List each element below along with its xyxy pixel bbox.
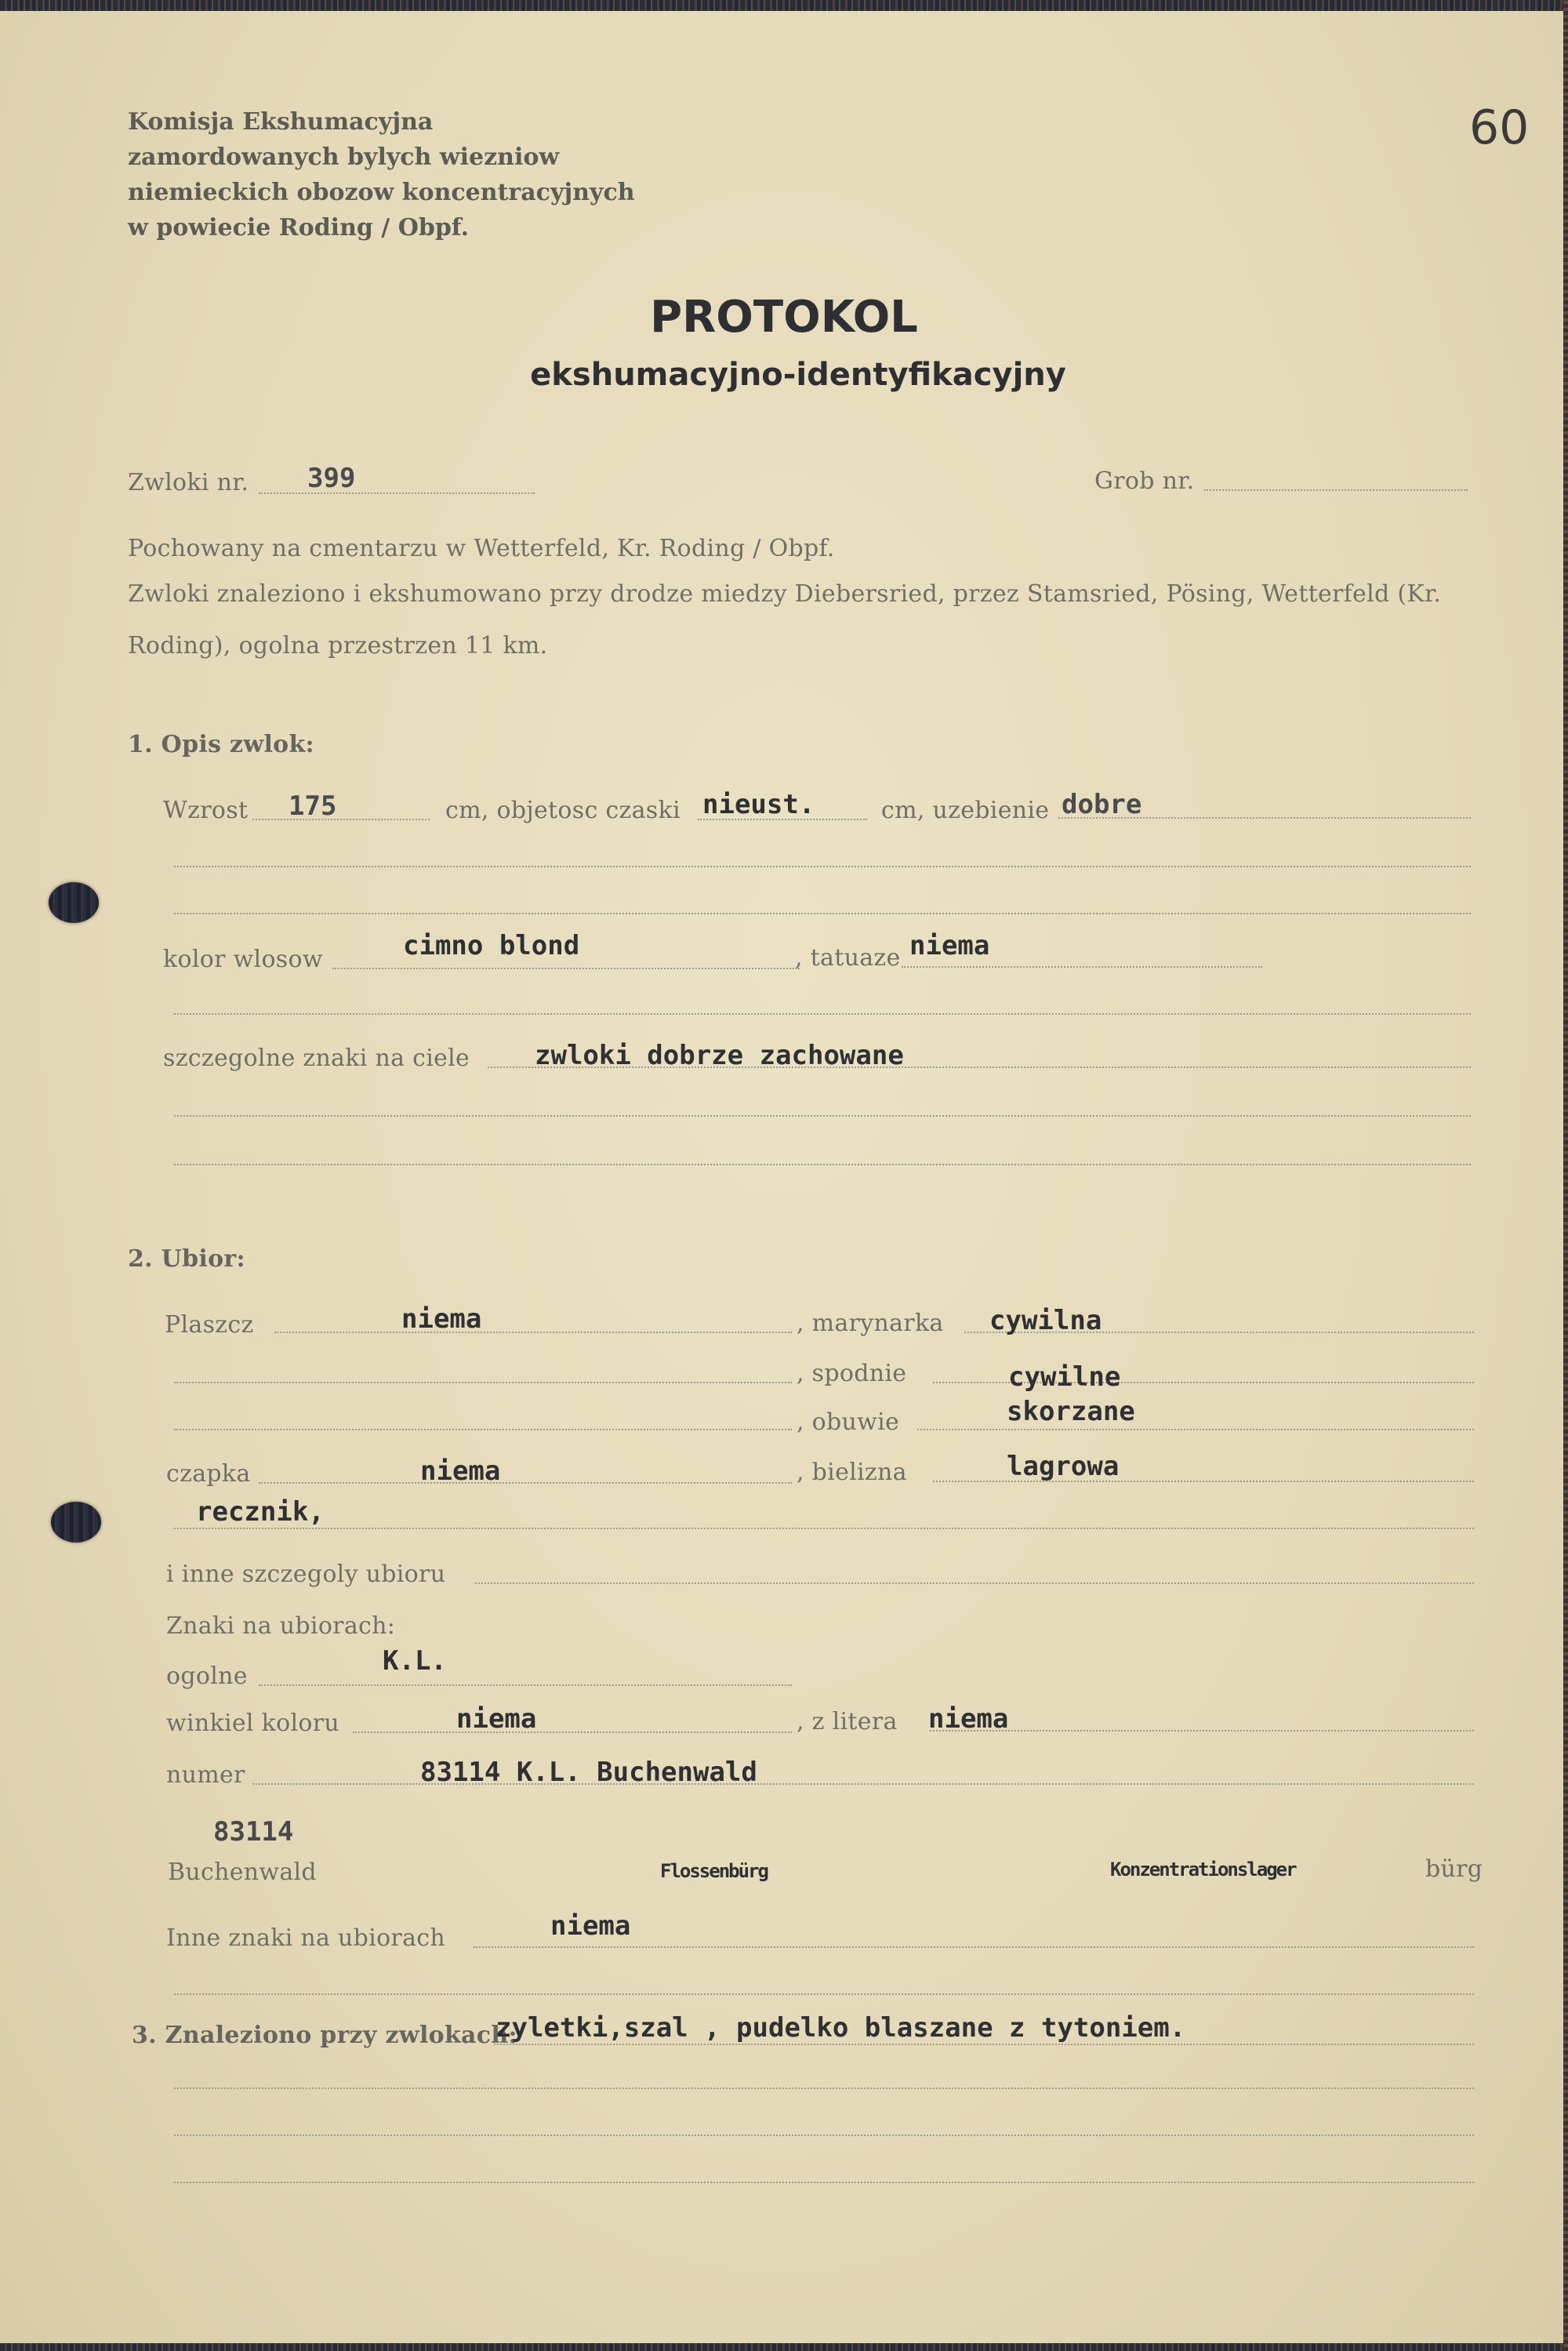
blank-line-10	[174, 2088, 1474, 2089]
header-line-3: niemieckich obozow koncentracyjnych	[128, 179, 635, 206]
wzrost-dotted-line	[252, 819, 430, 820]
page-number: 60	[1469, 100, 1530, 155]
blank-line-2	[174, 913, 1471, 914]
spodnie-label: , spodnie	[797, 1360, 907, 1387]
blank-line-4	[174, 1115, 1471, 1117]
wlosy-label: kolor wlosow	[163, 946, 323, 973]
extra-clothing-value: recznik,	[196, 1496, 325, 1528]
blank-line-3	[174, 1013, 1471, 1015]
prisoner-number-above: 83114	[213, 1816, 294, 1848]
zwloki-label: Zwloki nr.	[128, 469, 249, 496]
wlosy-value: cimno blond	[403, 930, 580, 961]
header-line-4: w powiecie Roding / Obpf.	[128, 214, 470, 242]
blank-line-5	[174, 1164, 1471, 1165]
uzebienie-value: dobre	[1062, 789, 1142, 820]
struck-konzentrationslager: Konzentrationslager	[1110, 1859, 1296, 1880]
blank-line-8	[174, 1528, 1474, 1529]
scan-edge-top	[0, 0, 1568, 11]
obuwie-label: , obuwie	[797, 1408, 900, 1436]
scan-edge-right	[1563, 0, 1568, 2351]
marynarka-label: , marynarka	[797, 1310, 944, 1337]
grob-dotted-line	[1204, 489, 1468, 491]
bielizna-label: , bielizna	[797, 1459, 907, 1486]
czaszka-value: nieust.	[702, 789, 815, 820]
blank-line-6	[174, 1382, 792, 1383]
wlosy-dotted-line	[332, 968, 800, 969]
section-3-dotted-line	[494, 2044, 1474, 2045]
blank-line-11	[174, 2135, 1474, 2136]
section-1-heading: 1. Opis zwlok:	[128, 731, 314, 758]
section-2-heading: 2. Ubior:	[128, 1245, 245, 1273]
page-subtitle: ekshumacyjno-identyfikacyjny	[530, 357, 1066, 393]
czapka-label: czapka	[166, 1460, 251, 1488]
czapka-dotted-line	[259, 1482, 792, 1484]
inne-szczegoly-label: i inne szczegoly ubioru	[166, 1561, 446, 1588]
plaszcz-dotted-line	[274, 1332, 792, 1333]
tatuaze-value: niema	[909, 930, 990, 961]
struck-flossenburg: Flossenbürg	[660, 1860, 768, 1882]
tatuaze-label: , tatuaze	[795, 944, 901, 972]
znaki-ubiorach-heading: Znaki na ubiorach:	[166, 1612, 396, 1640]
blank-line-9	[174, 1993, 1474, 1995]
bielizna-value: lagrowa	[1007, 1451, 1120, 1482]
section-3-value: zyletki,szal , pudelko blaszane z tytoniem.	[495, 2012, 1186, 2044]
page-title: PROTOKOL	[650, 292, 918, 343]
czapka-value: niema	[420, 1455, 501, 1487]
buchenwald-label: Buchenwald	[168, 1859, 317, 1886]
obuwie-dotted-line	[917, 1429, 1474, 1430]
inne-znaki-label: Inne znaki na ubiorach	[166, 1924, 445, 1952]
commission-header	[128, 104, 635, 245]
winkiel-label: winkiel koloru	[166, 1710, 340, 1737]
plaszcz-label: Plaszcz	[165, 1311, 254, 1339]
section-3-heading: 3. Znaleziono przy zwlokach:	[132, 2022, 517, 2049]
tatuaze-dotted-line	[902, 966, 1262, 968]
ogolne-label: ogolne	[166, 1662, 248, 1690]
flossenburg-tail: bürg	[1425, 1855, 1483, 1883]
burial-line: Pochowany na cmentarzu w Wetterfeld, Kr. Roding / Obpf.	[128, 535, 835, 562]
ogolne-value: K.L.	[383, 1645, 447, 1677]
found-line-2: Roding), ogolna przestrzen 11 km.	[128, 632, 548, 660]
numer-label: numer	[166, 1761, 245, 1789]
uzebienie-label: cm, uzebienie	[881, 797, 1050, 824]
litera-dotted-line	[930, 1730, 1474, 1731]
blank-line-1	[174, 866, 1471, 867]
zwloki-dotted-line	[259, 492, 535, 494]
spodnie-value: cywilne	[1008, 1361, 1121, 1393]
blank-line-7	[174, 1429, 792, 1430]
zwloki-value: 399	[307, 463, 356, 494]
inne-znaki-dotted-line	[474, 1946, 1474, 1948]
punch-hole-top	[49, 882, 99, 923]
found-line-1: Zwloki znaleziono i ekshumowano przy drodze miedzy Diebersried, przez Stamsried, Pösing, Wetterfeld (Kr.	[128, 580, 1442, 608]
grob-label: Grob nr.	[1094, 467, 1195, 495]
obuwie-value: skorzane	[1007, 1396, 1135, 1427]
wzrost-label: Wzrost	[163, 797, 249, 824]
punch-hole-bottom	[51, 1502, 101, 1543]
blank-line-12	[174, 2182, 1474, 2183]
litera-label: , z litera	[797, 1708, 898, 1735]
ogolne-dotted-line	[259, 1684, 792, 1686]
numer-value: 83114 K.L. Buchenwald	[420, 1757, 757, 1788]
wzrost-value: 175	[289, 790, 337, 822]
winkiel-value: niema	[456, 1703, 537, 1735]
litera-value: niema	[928, 1703, 1009, 1735]
inne-szczegoly-dotted-line	[475, 1582, 1474, 1584]
marynarka-value: cywilna	[989, 1305, 1102, 1336]
znaki-value: zwloki dobrze zachowane	[535, 1040, 904, 1071]
scan-edge-bottom	[0, 2343, 1568, 2351]
header-line-2: zamordowanych bylych wiezniow	[128, 144, 560, 171]
inne-znaki-value: niema	[550, 1910, 631, 1942]
header-line-1: Komisja Ekshumacyjna	[128, 108, 434, 136]
plaszcz-value: niema	[401, 1303, 482, 1335]
czaszka-label: cm, objetosc czaski	[445, 797, 681, 824]
znaki-label: szczegolne znaki na ciele	[163, 1045, 470, 1072]
winkiel-dotted-line	[353, 1731, 792, 1733]
